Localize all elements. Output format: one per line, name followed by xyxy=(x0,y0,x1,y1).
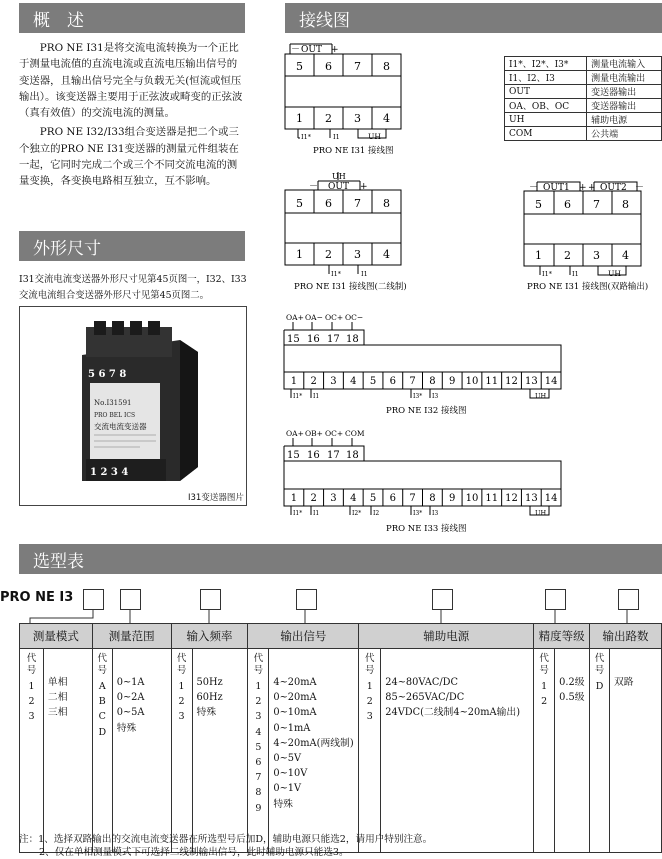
d3-top-2: 6 xyxy=(564,198,571,211)
photo-label-brand: PRO BEL ICS xyxy=(94,412,136,419)
option-value: 三相 xyxy=(47,707,68,719)
i32-sub-4: I3 xyxy=(432,393,439,400)
i32-header-3: OC+ xyxy=(325,313,344,322)
code-label: 代号 xyxy=(539,653,549,676)
option-code: 2 xyxy=(28,696,35,708)
i32-bottom-terminal: 11 xyxy=(485,376,499,387)
value-column xyxy=(610,649,662,853)
d3-bottom-3: 3 xyxy=(593,249,600,262)
option-code: 3 xyxy=(366,711,373,723)
i33-sub-4: I2 xyxy=(373,510,380,517)
section-title: 接线图 xyxy=(299,10,350,31)
d3-header-4: + xyxy=(588,183,596,193)
legend-row xyxy=(505,85,662,99)
i33-header-3: OC+ xyxy=(325,429,344,438)
option-code: 7 xyxy=(255,772,262,784)
option-value: 0~10mA xyxy=(273,707,317,719)
section-title: 概 述 xyxy=(33,10,84,31)
i33-top-2: 16 xyxy=(307,450,320,461)
wiring-diagram-i31 xyxy=(285,44,401,156)
note-2: 2、仅在单相测量模式下可选择二线制输出信号，此时辅助电源只能选3。 xyxy=(39,847,349,858)
code-column xyxy=(20,649,44,853)
column-header: 测量范围 xyxy=(92,624,171,649)
code-column xyxy=(248,649,269,853)
i32-top-3: 17 xyxy=(327,334,340,345)
d3-bottom-1: 1 xyxy=(535,249,542,262)
i33-bottom-terminal: 8 xyxy=(429,493,436,504)
option-code: 2 xyxy=(541,696,548,708)
d1-sub-3: UH xyxy=(368,132,381,141)
legend-meaning: 公共端 xyxy=(587,127,662,141)
option-value: 二相 xyxy=(47,692,68,704)
code-label: 代号 xyxy=(253,653,264,676)
d3-header-1: － xyxy=(529,183,539,193)
d2-bottom-1: 1 xyxy=(296,248,303,261)
d2-top-2: 6 xyxy=(325,197,332,210)
photo-caption: I31变送器图片 xyxy=(188,493,244,503)
i33-header-1: OA+ xyxy=(286,429,304,438)
i32-bottom-terminal: 3 xyxy=(330,376,337,387)
i33-sub-2: I1 xyxy=(313,510,320,517)
column-header: 输出信号 xyxy=(248,624,359,649)
d2-bottom-4: 4 xyxy=(383,248,390,261)
option-value: 特殊 xyxy=(273,798,293,810)
i32-caption: PRO NE I32 接线图 xyxy=(386,406,467,416)
i33-sub-5: I3* xyxy=(413,510,423,517)
i32-bottom-terminal: 13 xyxy=(524,376,538,387)
selection-connectors xyxy=(0,600,662,624)
d1-caption: PRO NE I31 接线图 xyxy=(313,146,394,156)
i33-header-2: OB+ xyxy=(305,429,323,438)
d2-bottom-2: 2 xyxy=(325,248,332,261)
d2-caption: PRO NE I31 接线图(二线制) xyxy=(294,282,407,292)
option-value: 60Hz xyxy=(196,692,223,704)
d3-sub-1: I1* xyxy=(542,270,552,278)
d1-header-minus: － xyxy=(291,45,301,55)
legend-meaning: 辅助电源 xyxy=(587,113,662,127)
value-column xyxy=(43,649,92,853)
d1-bottom-4: 4 xyxy=(383,112,390,125)
code-column xyxy=(359,649,381,853)
option-code: 3 xyxy=(178,711,185,723)
legend-symbol: UH xyxy=(505,113,587,127)
d2-sub-1: I1* xyxy=(331,270,341,278)
option-code: C xyxy=(98,711,106,723)
option-value: 24~80VAC/DC xyxy=(385,677,459,688)
d1-top-1: 5 xyxy=(296,60,303,73)
i32-header-2: OA− xyxy=(305,313,323,322)
d1-sub-1: I1* xyxy=(301,133,311,141)
option-value: 0.2级 xyxy=(559,677,585,688)
legend-symbol: I1、I2、I3 xyxy=(505,71,587,85)
option-code: D xyxy=(595,681,604,692)
legend-meaning: 变送器输出 xyxy=(587,99,662,113)
note-1: 注：1、选择双路输出的交流电流变送器在所选型号后加D，辅助电源只能选2，请用户特别注意。 xyxy=(19,834,433,845)
option-value: 0~20mA xyxy=(273,692,317,704)
d3-header-3: + xyxy=(579,183,587,193)
i32-bottom-terminal: 10 xyxy=(465,376,479,387)
option-code: 2 xyxy=(255,696,262,708)
option-code: 6 xyxy=(255,757,262,769)
i33-bottom-terminal: 11 xyxy=(485,493,499,504)
d3-caption: PRO NE I31 接线图(双路输出) xyxy=(527,282,649,292)
i32-header-4: OC− xyxy=(345,313,364,322)
legend-row xyxy=(505,57,662,71)
i33-header-4: COM xyxy=(345,429,365,438)
d2-header-plus: + xyxy=(360,182,368,192)
i32-top-2: 16 xyxy=(307,334,320,345)
photo-label-model: No.I31591 xyxy=(94,399,132,407)
legend-symbol: COM xyxy=(505,127,587,141)
wiring-diagram-i31-two-wire xyxy=(285,172,407,292)
i33-caption: PRO NE I33 接线图 xyxy=(386,524,467,534)
i33-bottom-terminal: 4 xyxy=(350,493,357,504)
code-label: 代号 xyxy=(365,653,375,676)
d3-sub-2: I1 xyxy=(572,270,579,278)
i32-bottom-terminal: 9 xyxy=(448,376,456,387)
option-code: 1 xyxy=(541,681,548,692)
d1-top-3: 7 xyxy=(354,60,361,73)
i32-top-1: 15 xyxy=(287,334,300,345)
wiring-diagram-i32 xyxy=(284,313,561,416)
value-column xyxy=(555,649,590,853)
i33-sub-3: I2* xyxy=(352,510,362,517)
legend-meaning: 测量电流输入 xyxy=(587,57,662,71)
d3-top-4: 8 xyxy=(622,198,629,211)
i33-sub-7: UH xyxy=(535,509,547,517)
option-value: 50Hz xyxy=(196,677,223,688)
option-code: 8 xyxy=(255,787,262,799)
option-value: 0~2A xyxy=(116,692,145,704)
i33-bottom-terminal: 1 xyxy=(290,493,298,504)
value-column xyxy=(112,649,171,853)
i32-bottom-terminal: 2 xyxy=(310,376,317,387)
option-code: 2 xyxy=(366,696,373,708)
value-column xyxy=(381,649,534,853)
i33-bottom-terminal: 10 xyxy=(465,493,479,504)
d1-bottom-2: 2 xyxy=(325,112,332,125)
section-title: 外形尺寸 xyxy=(33,238,101,259)
d3-top-1: 5 xyxy=(535,198,542,211)
legend-symbol: OA、OB、OC xyxy=(505,99,587,113)
i32-sub-5: UH xyxy=(535,392,547,400)
legend-row xyxy=(505,71,662,85)
code-label: 代号 xyxy=(176,653,187,676)
d2-header-minus: － xyxy=(309,182,319,192)
d3-header-5: OUT2 xyxy=(600,183,627,193)
wiring-diagram-i33 xyxy=(284,429,561,534)
column-header: 辅助电源 xyxy=(359,624,534,649)
option-code: 4 xyxy=(255,726,262,738)
i33-bottom-terminal: 9 xyxy=(448,493,456,504)
code-column xyxy=(171,649,192,853)
d2-sub-2: I1 xyxy=(361,270,368,278)
option-value: 特殊 xyxy=(196,707,217,719)
option-value: 0.5级 xyxy=(559,692,585,704)
option-code: 1 xyxy=(366,681,373,692)
d1-sub-2: I1 xyxy=(333,133,340,141)
code-label: 代号 xyxy=(26,653,37,676)
i33-bottom-terminals xyxy=(291,489,558,506)
column-header: 测量模式 xyxy=(20,624,93,649)
column-header: 精度等级 xyxy=(534,624,590,649)
i32-top-4: 18 xyxy=(346,334,359,345)
option-code: 2 xyxy=(178,696,185,708)
legend-row xyxy=(505,127,662,141)
i32-header-1: OA+ xyxy=(286,313,304,322)
d3-sub-3: UH xyxy=(608,269,621,278)
option-value: 0~10V xyxy=(273,768,308,780)
i32-bottom-terminal: 5 xyxy=(369,376,377,387)
option-value: 单相 xyxy=(47,677,68,688)
section-bar-selection xyxy=(19,544,662,574)
overview-paragraph-1: PRO NE I31是将交流电流转换为一个正比于测量电流值的直流电流或直流电压输出信号的变送器，且输出信号完全与负载无关(恒流或恒压输出）。该变送器主要用于正弦波或畸变的正弦波（真有效值）的交流电流的测量。 xyxy=(19,42,243,120)
i33-sub-6: I3 xyxy=(432,510,439,517)
option-code: A xyxy=(98,681,106,692)
d3-bottom-4: 4 xyxy=(622,249,629,262)
i32-bottom-terminal: 6 xyxy=(389,376,397,387)
d2-top-3: 7 xyxy=(354,197,361,210)
overview-paragraph-2: PRO NE I32/I33组合变送器是把二个或三个独立的PRO NE I31变送器的测量元件组装在一起，它同时完成二个或三个不同交流电流的测量变换，各变换电路相互独立，互不影响。 xyxy=(19,126,239,188)
option-code: 1 xyxy=(178,681,185,692)
dimensions-text: I31交流电流变送器外形尺寸见第45页图一，I32、I33交流电流组合变送器外形尺寸见第45页图二。 xyxy=(19,274,247,301)
option-value: 双路 xyxy=(614,677,634,688)
option-code: 1 xyxy=(28,681,35,692)
i33-top-3: 17 xyxy=(327,450,340,461)
option-value: 0~1V xyxy=(273,783,302,795)
d2-header-out: OUT xyxy=(328,182,349,192)
code-column xyxy=(92,649,112,853)
code-column xyxy=(534,649,555,853)
i32-bottom-terminal: 8 xyxy=(429,376,436,387)
i32-bottom-terminal: 1 xyxy=(290,376,298,387)
d1-top-4: 8 xyxy=(383,60,390,73)
legend-meaning: 测量电流输出 xyxy=(587,71,662,85)
d1-header-plus: + xyxy=(331,45,339,55)
i33-bottom-terminal: 2 xyxy=(310,493,317,504)
option-value: 0~5A xyxy=(116,707,145,719)
i33-bottom-terminal: 3 xyxy=(330,493,337,504)
legend-symbol: OUT xyxy=(505,85,587,99)
wiring-diagram-i31-dual-output xyxy=(524,182,648,292)
option-code: 1 xyxy=(255,681,262,692)
option-code: 9 xyxy=(255,802,262,814)
d2-top-1: 5 xyxy=(296,197,303,210)
option-value: 4~20mA(两线制) xyxy=(273,737,354,749)
section-title: 选型表 xyxy=(33,551,84,572)
column-header: 输出路数 xyxy=(590,624,662,649)
d1-header-out: OUT xyxy=(301,45,322,55)
d2-top-4: 8 xyxy=(383,197,390,210)
option-value: 4~20mA xyxy=(273,677,317,688)
option-value: 0~5V xyxy=(273,753,302,765)
photo-top-pins: 5 6 7 8 xyxy=(88,369,127,380)
legend-row xyxy=(505,113,662,127)
i33-top-1: 15 xyxy=(287,450,300,461)
d3-header-6: － xyxy=(635,183,645,193)
i32-sub-3: I3* xyxy=(413,393,423,400)
legend-symbol: I1*、I2*、I3* xyxy=(505,57,587,71)
d2-uh: UH xyxy=(332,172,346,181)
option-code: 5 xyxy=(255,741,262,753)
d1-bottom-1: 1 xyxy=(296,112,303,125)
i33-bottom-terminal: 6 xyxy=(389,493,397,504)
option-value: 0~1mA xyxy=(273,722,311,734)
i33-bottom-terminal: 5 xyxy=(369,493,377,504)
i33-top-4: 18 xyxy=(346,450,359,461)
i32-bottom-terminals xyxy=(291,372,558,389)
i32-bottom-terminal: 4 xyxy=(350,376,357,387)
option-value: 24VDC(二线制4~20mA输出) xyxy=(385,707,521,719)
i32-sub-2: I1 xyxy=(313,393,320,400)
d2-bottom-3: 3 xyxy=(354,248,361,261)
option-code: B xyxy=(98,696,106,708)
value-column xyxy=(269,649,359,853)
photo-bottom-pins: 1 2 3 4 xyxy=(90,467,129,478)
photo-label-name: 交流电流变送器 xyxy=(94,422,147,431)
i33-bottom-terminal: 13 xyxy=(524,493,538,504)
d3-bottom-2: 2 xyxy=(564,249,571,262)
column-header: 输入频率 xyxy=(171,624,248,649)
i33-bottom-terminal: 7 xyxy=(409,493,416,504)
value-column xyxy=(192,649,248,853)
i32-bottom-terminal: 14 xyxy=(544,376,558,387)
d3-top-3: 7 xyxy=(593,198,600,211)
option-code: 3 xyxy=(255,711,262,723)
option-code: D xyxy=(98,726,107,738)
i33-bottom-terminal: 12 xyxy=(505,493,518,504)
i33-bottom-terminal: 14 xyxy=(544,493,558,504)
selection-table xyxy=(19,623,662,853)
code-label: 代号 xyxy=(594,653,605,676)
i32-bottom-terminal: 12 xyxy=(505,376,518,387)
i32-bottom-terminal: 7 xyxy=(409,376,416,387)
i33-sub-1: I1* xyxy=(293,510,303,517)
code-label: 代号 xyxy=(97,653,108,676)
d1-top-2: 6 xyxy=(325,60,332,73)
option-code: 3 xyxy=(28,711,35,723)
d3-header-2: OUT1 xyxy=(543,183,570,193)
code-column xyxy=(590,649,610,853)
option-value: 85~265VAC/DC xyxy=(385,692,465,704)
option-value: 特殊 xyxy=(116,722,137,734)
model-prefix: PRO NE I3 xyxy=(0,590,74,605)
terminal-legend xyxy=(504,56,662,141)
option-value: 0~1A xyxy=(116,677,145,688)
d1-bottom-3: 3 xyxy=(354,112,361,125)
i32-sub-1: I1* xyxy=(293,393,303,400)
legend-meaning: 变送器输出 xyxy=(587,85,662,99)
legend-row xyxy=(505,99,662,113)
